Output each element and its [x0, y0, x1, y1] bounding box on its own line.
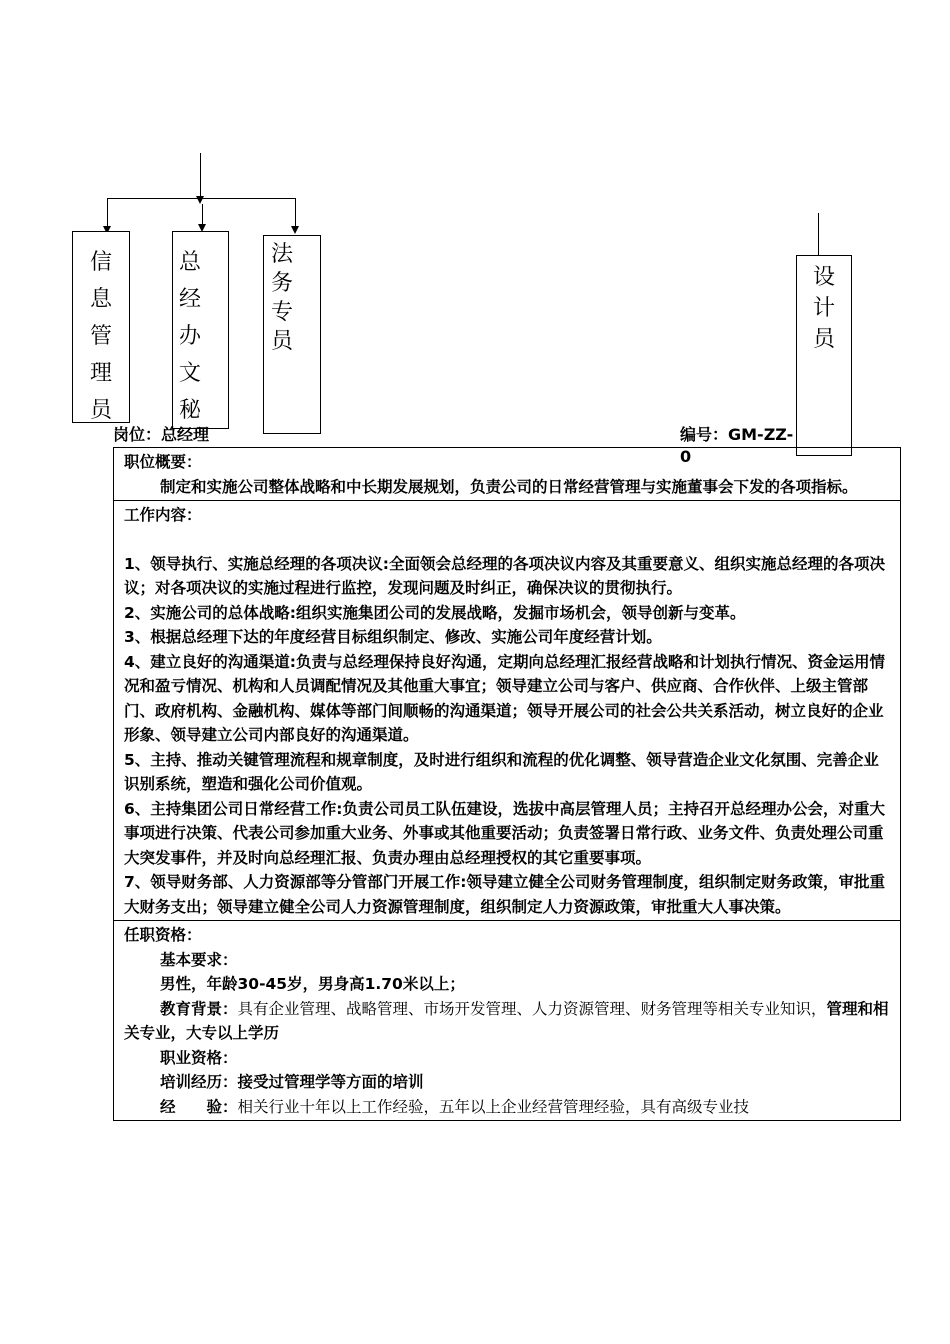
org-box-char: 总 — [179, 250, 202, 275]
org-box-legal-specialist — [263, 235, 321, 434]
org-box-char: 务 — [271, 271, 294, 296]
position-title: 岗位：总经理 — [113, 425, 210, 444]
overview-heading: 职位概要： — [124, 453, 202, 471]
org-box-char: 法 — [271, 242, 294, 267]
professional-qualification-label: 职业资格： — [160, 1048, 238, 1067]
org-box-char: 信 — [89, 250, 112, 275]
basic-requirements-label: 基本要求： — [160, 950, 238, 969]
education-requirement — [124, 997, 892, 1046]
org-box-char: 设 — [812, 265, 835, 290]
gender-age-requirement: 男性，年龄30-45岁，男身高1.70米以上； — [160, 975, 465, 993]
overview-row — [114, 448, 901, 501]
experience-label: 经 验： — [160, 1097, 238, 1116]
org-box-char: 专 — [271, 300, 294, 325]
work-item: 3、根据总经理下达的年度经营目标组织制定、修改、实施公司年度经营计划。 — [124, 628, 662, 646]
work-item: 1、领导执行、实施总经理的各项决议:全面领会总经理的各项决议内容及其重要意义、组织实施总经理的各项决议；对各项决议的实施过程进行监控，发现问题及时纠正，确保决议的贯彻执行。 — [124, 554, 885, 597]
org-box-char: 员 — [89, 398, 112, 423]
org-connector-designer — [818, 213, 819, 255]
org-arrow-down-icon — [291, 226, 299, 234]
org-connector-top — [200, 153, 201, 200]
work-content-row — [114, 501, 901, 921]
work-heading: 工作内容： — [124, 506, 202, 524]
org-connector-right — [295, 198, 296, 228]
experience-requirement — [124, 1095, 892, 1119]
org-box-char: 计 — [812, 296, 835, 321]
org-box-char: 办 — [179, 324, 202, 349]
org-connector-horizontal — [107, 198, 296, 199]
spacer — [124, 528, 892, 552]
work-item: 4、建立良好的沟通渠道:负责与总经理保持良好沟通，定期向总经理汇报经营战略和计划执行情况、资金运用情况和盈亏情况、机构和人员调配情况及其他重大事宜；领导建立公司与客户、供应商、合作伙伴、上级主管部门、政府机构、金融机构、媒体等部门间顺畅的沟通渠道；领导开展公司的社会公共关系活动，树立良好的企业形象、领导建立公司内部良好的沟通渠道。 — [124, 652, 885, 744]
org-box-char: 理 — [89, 361, 112, 386]
org-box-char: 息 — [89, 287, 112, 312]
org-connector-middle — [202, 204, 203, 226]
education-tail: 管理和相关专业，大专以上学历 — [124, 999, 889, 1042]
org-box-char: 员 — [812, 327, 835, 352]
document-number: 编号：GM-ZZ-0 — [680, 425, 794, 466]
overview-text: 制定和实施公司整体战略和中长期发展规划，负责公司的日常经营管理与实施董事会下发的各项指标。 — [160, 477, 858, 496]
training-requirement: 培训经历：接受过管理学等方面的培训 — [160, 1073, 424, 1091]
org-box-designer — [796, 255, 852, 456]
work-item: 2、实施公司的总体战略:组织实施集团公司的发展战略，发掘市场机会，领导创新与变革。 — [124, 603, 746, 622]
work-item: 7、领导财务部、人力资源部等分管部门开展工作:领导建立健全公司财务管理制度，组织制定财务政策，审批重大财务支出；领导建立健全公司人力资源管理制度，组织制定人力资源政策，审批重大人事决策。 — [124, 873, 885, 916]
org-box-char: 秘 — [179, 398, 202, 423]
org-box-char: 员 — [271, 329, 294, 354]
org-box-char: 经 — [179, 287, 202, 312]
org-box-info-manager — [72, 231, 130, 423]
org-box-char: 管 — [89, 324, 112, 349]
work-item: 5、主持、推动关键管理流程和规章制度，及时进行组织和流程的优化调整、领导营造企业文化氛围、完善企业识别系统，塑造和强化公司价值观。 — [124, 750, 879, 793]
experience-text: 相关行业十年以上工作经验，五年以上企业经营管理经验，具有高级专业技 — [237, 1097, 750, 1116]
education-label: 教育背景： — [160, 999, 238, 1018]
qualifications-heading: 任职资格： — [124, 926, 202, 944]
qualifications-row — [114, 921, 901, 1121]
work-item: 6、主持集团公司日常经营工作:负责公司员工队伍建设，选拔中高层管理人员；主持召开总经理办公会，对重大事项进行决策、代表公司参加重大业务、外事或其他重要活动；负责签署日常行政、业务文件、负责处理公司重大突发事件，并及时向总经理汇报、负责办理由总经理授权的其它重要事项。 — [124, 799, 885, 867]
education-text: 具有企业管理、战略管理、市场开发管理、人力资源管理、财务管理等相关专业知识， — [237, 999, 827, 1018]
org-box-char: 文 — [179, 361, 202, 386]
org-connector-left — [107, 198, 108, 228]
job-description-table — [113, 447, 901, 1121]
org-box-gm-office-secretary — [172, 231, 229, 429]
